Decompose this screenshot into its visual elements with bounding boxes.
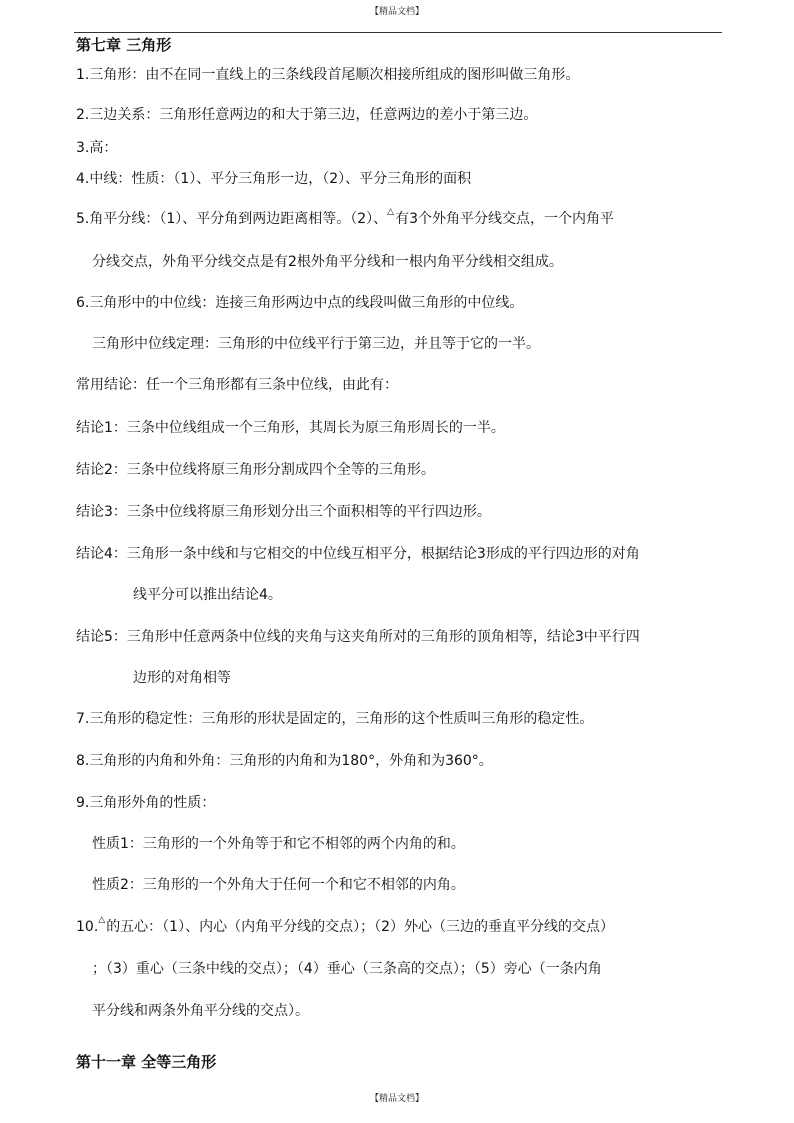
midline-theorem: 三角形中位线定理：三角形的中位线平行于第三边，并且等于它的一半。: [92, 336, 540, 352]
item-10-line-3: 平分线和两条外角平分线的交点）。: [92, 1003, 309, 1019]
item-10-post: 的五心：（1）、内心（内角平分线的交点）；（2）外心（三边的垂直平分线的交点）: [106, 919, 614, 935]
common-conclusions: 常用结论：任一个三角形都有三条中位线，由此有：: [76, 377, 398, 393]
page-header-label: 【精品文档】: [369, 7, 424, 17]
conclusion-5-line-2: 边形的对角相等: [133, 670, 231, 686]
item-10-pre: 10.: [76, 919, 99, 935]
conclusion-1: 结论1：三条中位线组成一个三角形，其周长为原三角形周长的一半。: [76, 420, 505, 436]
item-6: 6.三角形中的中位线：连接三角形两边中点的线段叫做三角形的中位线。: [76, 295, 524, 311]
item-5-line-2: 分线交点，外角平分线交点是有2根外角平分线和一根内角平分线相交组成。: [92, 254, 563, 270]
item-9: 9.三角形外角的性质：: [76, 795, 216, 811]
item-2: 2.三边关系：三角形任意两边的和大于第三边，任意两边的差小于第三边。: [76, 107, 538, 123]
item-5-line-1: [76, 207, 615, 230]
chapter-7-title: 第七章 三角形: [76, 36, 172, 54]
conclusion-2: 结论2：三条中位线将原三角形分割成四个全等的三角形。: [76, 462, 435, 478]
page-footer-label: 【精品文档】: [369, 1094, 424, 1104]
item-7: 7.三角形的稳定性：三角形的形状是固定的，三角形的这个性质叫三角形的稳定性。: [76, 711, 594, 727]
conclusion-4-line-1: 结论4：三角形一条中线和与它相交的中位线互相平分，根据结论3形成的平行四边形的对角: [76, 546, 640, 562]
item-4: 4.中线：性质：（1）、平分三角形一边，（2）、平分三角形的面积: [76, 171, 472, 187]
item-10-line-2: ；（3）重心（三条中线的交点）；（4）垂心（三条高的交点）；（5）旁心（一条内角: [92, 961, 602, 977]
item-1: 1.三角形：由不在同一直线上的三条线段首尾顺次相接所组成的图形叫做三角形。: [76, 67, 580, 83]
conclusion-5-line-1: 结论5：三角形中任意两条中位线的夹角与这夹角所对的三角形的顶角相等，结论3中平行四: [76, 629, 640, 645]
item-5-pre: 5.角平分线：（1）、平分角到两边距离相等。（2）、: [76, 211, 388, 227]
item-5-post: 有3个外角平分线交点，一个内角平: [395, 211, 615, 227]
item-3: 3.高：: [76, 140, 118, 156]
property-2: 性质2：三角形的一个外角大于任何一个和它不相邻的内角。: [92, 877, 465, 893]
property-1: 性质1：三角形的一个外角等于和它不相邻的两个内角的和。: [92, 836, 465, 852]
conclusion-4-line-2: 线平分可以推出结论4。: [133, 587, 282, 603]
item-10-line-1: [76, 915, 614, 938]
chapter-11-title: 第十一章 全等三角形: [76, 1053, 217, 1071]
triangle-symbol: △: [98, 915, 106, 925]
triangle-symbol: △: [387, 207, 395, 217]
item-8: 8.三角形的内角和外角：三角形的内角和为180°，外角和为360°。: [76, 753, 493, 769]
conclusion-3: 结论3：三条中位线将原三角形划分出三个面积相等的平行四边形。: [76, 504, 491, 520]
